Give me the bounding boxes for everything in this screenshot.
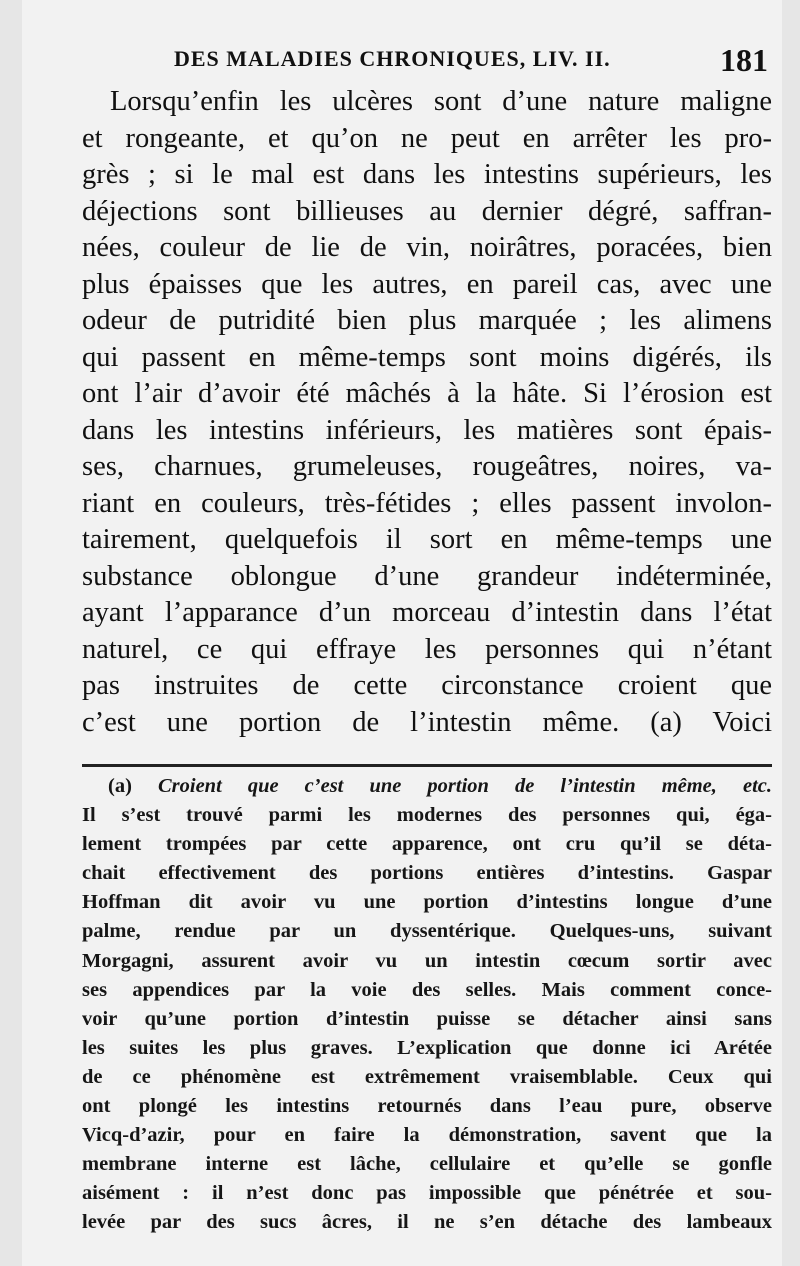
text-line: ont l’air d’avoir été mâchés à la hâte. Si l’érosion est bbox=[82, 378, 772, 409]
footnote-line: de ce phénomène est extrêmement vraisemblable. Ceux qui bbox=[82, 1065, 772, 1088]
page-number: 181 bbox=[720, 42, 768, 78]
text-line: qui passent en même-temps sont moins digérés, ils bbox=[82, 341, 772, 373]
footnote-line: chait effectivement des portions entières d’intestins. Gaspar bbox=[82, 862, 772, 885]
text-line: grès ; si le mal est dans les intestins supérieurs, les bbox=[82, 159, 772, 190]
footnote-line: Hoffman dit avoir vu une portion d’intestins longue d’une bbox=[82, 891, 772, 914]
text-line: déjections sont billieuses au dernier dégré, saffran- bbox=[82, 195, 772, 227]
footnote-block bbox=[82, 772, 772, 1238]
text-line: c’est une portion de l’intestin même. (a) Voici bbox=[82, 706, 772, 738]
footnote-line: voir qu’une portion d’intestin puisse se détacher ainsi sans bbox=[82, 1007, 772, 1030]
text-line: plus épaisses que les autres, en pareil cas, avec une bbox=[82, 268, 772, 300]
footnote-line: palme, rendue par un dyssentérique. Quelques-uns, suivant bbox=[82, 920, 772, 943]
footnote-lead: Croient que c’est une portion de l’intestin même, etc. bbox=[157, 775, 772, 797]
text-line: et rongeante, et qu’on ne peut en arrêter les pro- bbox=[82, 122, 772, 154]
footnote-line: ses appendices par la voie des selles. Mais comment conce- bbox=[82, 978, 772, 1001]
main-text-block bbox=[82, 84, 772, 741]
text-line: Lorsqu’enfin les ulcères sont d’une nature maligne bbox=[110, 86, 772, 117]
page-header bbox=[92, 42, 768, 82]
running-title: DES MALADIES CHRONIQUES, LIV. II. bbox=[174, 46, 611, 71]
footnote-line: aisément : il n’est donc pas impossible que pénétrée et sou- bbox=[82, 1182, 772, 1205]
text-line: naturel, ce qui effraye les personnes qui n’étant bbox=[82, 633, 772, 665]
text-line: pas instruites de cette circonstance croient que bbox=[82, 670, 772, 701]
text-line: odeur de putridité bien plus marquée ; les alimens bbox=[82, 305, 772, 336]
text-line: ses, charnues, grumeleuses, rougeâtres, noires, va- bbox=[82, 451, 772, 482]
text-line: substance oblongue d’une grandeur indéterminée, bbox=[82, 560, 772, 592]
footnote-divider bbox=[82, 764, 772, 767]
text-line: nées, couleur de lie de vin, noirâtres, poracées, bien bbox=[82, 232, 772, 263]
footnote-line: Il s’est trouvé parmi les modernes des personnes qui, éga- bbox=[82, 804, 772, 827]
text-line: dans les intestins inférieurs, les matières sont épais- bbox=[82, 414, 772, 446]
text-line: riant en couleurs, très-fétides ; elles passent involon- bbox=[82, 487, 772, 519]
footnote-line: Morgagni, assurent avoir vu un intestin cœcum sortir avec bbox=[82, 949, 772, 972]
text-line: tairement, quelquefois il sort en même-temps une bbox=[82, 524, 772, 555]
book-page bbox=[22, 0, 782, 1266]
footnote-line: levée par des sucs âcres, il ne s’en détache des lambeaux bbox=[82, 1211, 772, 1234]
footnote-marker: (a) bbox=[108, 775, 132, 797]
footnote-line: Vicq-d’azir, pour en faire la démonstration, savent que la bbox=[82, 1124, 772, 1147]
footnote-line: lement trompées par cette apparence, ont cru qu’il se déta- bbox=[82, 833, 772, 856]
footnote-line: ont plongé les intestins retournés dans l’eau pure, observe bbox=[82, 1095, 772, 1118]
text-line: ayant l’apparance d’un morceau d’intestin dans l’état bbox=[82, 597, 772, 628]
footnote-line: les suites les plus graves. L’explication que donne ici Arétée bbox=[82, 1036, 772, 1059]
footnote-line: membrane interne est lâche, cellulaire et qu’elle se gonfle bbox=[82, 1153, 772, 1176]
footnote-lead-line bbox=[82, 772, 772, 801]
